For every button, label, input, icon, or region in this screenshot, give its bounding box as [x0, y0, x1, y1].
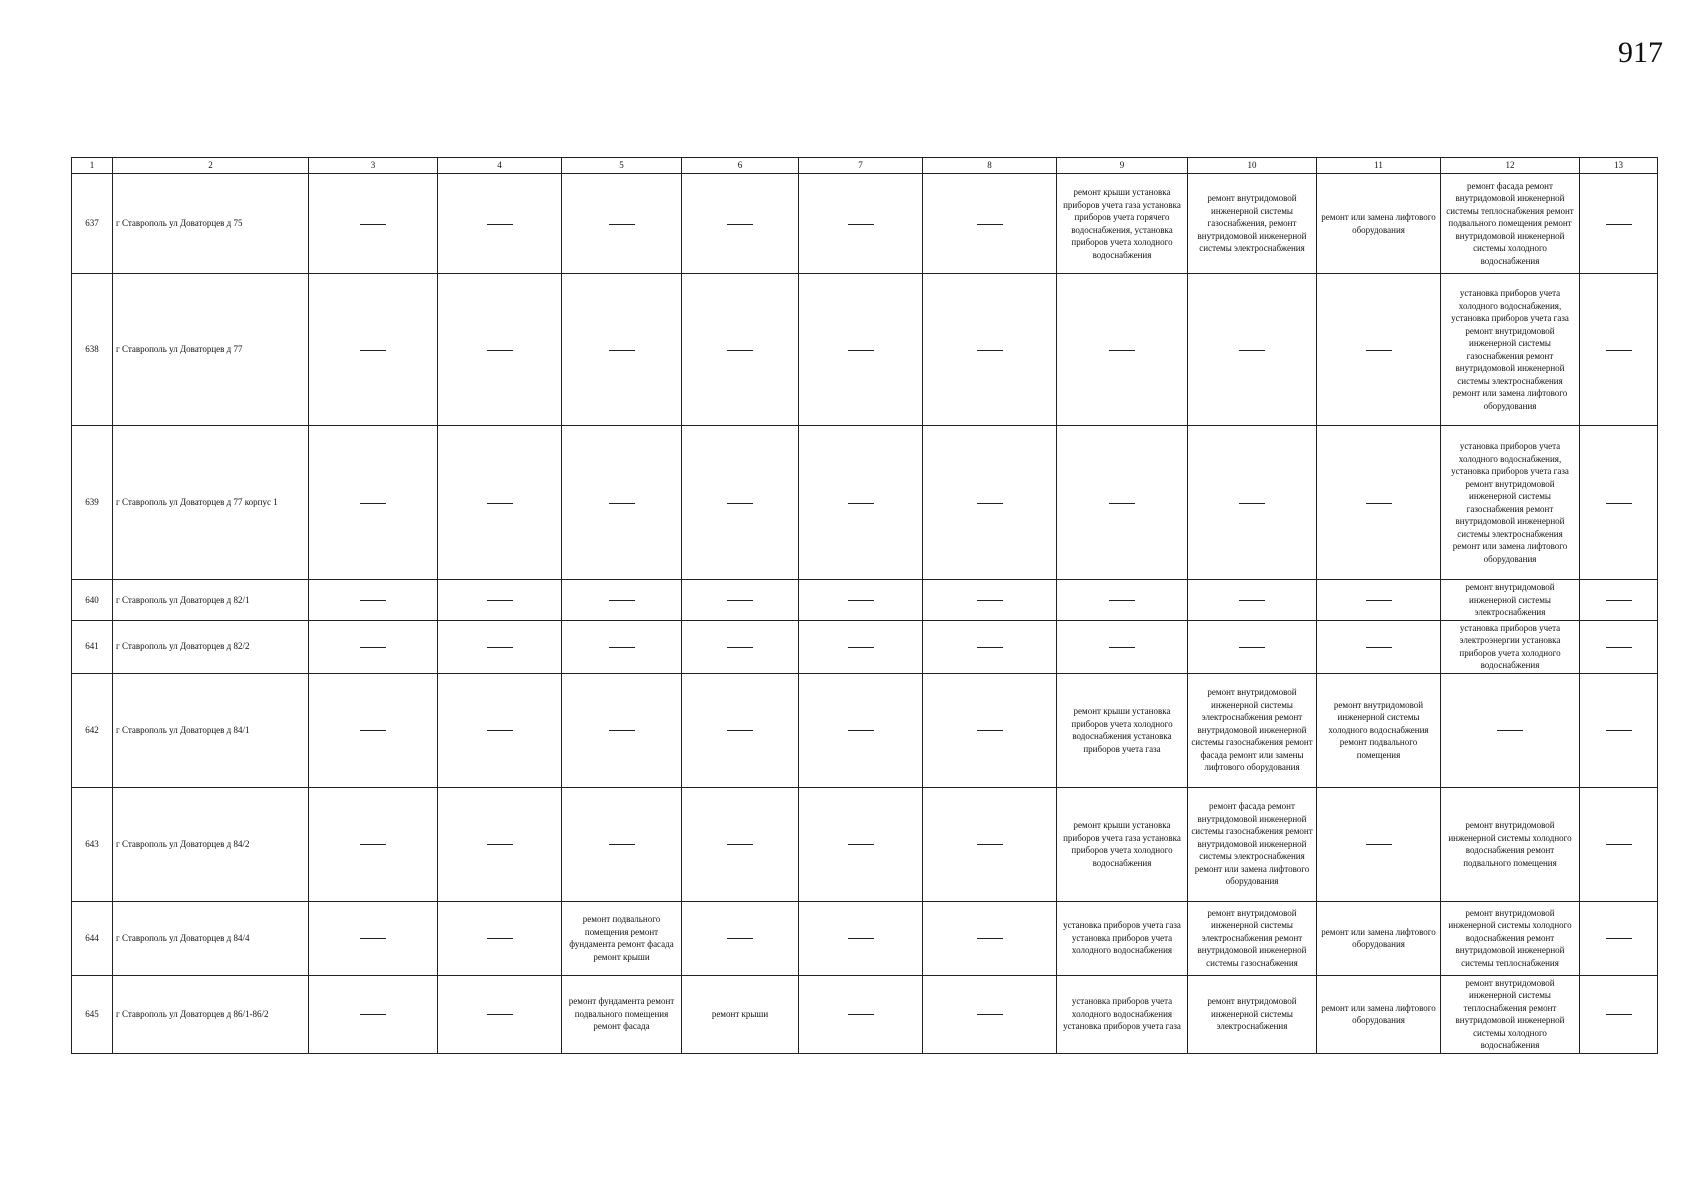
- work-cell: [438, 580, 562, 621]
- dash-mark: [609, 503, 635, 504]
- dash-mark: [977, 1014, 1003, 1015]
- column-number: 3: [309, 158, 438, 174]
- dash-mark: [1239, 350, 1265, 351]
- work-cell: установка приборов учета холодного водоснабжения, установка приборов учета газа ремонт внутридомовой инженерной системы газоснабжения ремонт внутридомовой инженерной системы электроснабжения ремонт или замена лифтового оборудования: [1441, 274, 1580, 426]
- row-number: 644: [72, 901, 113, 975]
- work-cell: [923, 975, 1057, 1053]
- work-cell: [438, 620, 562, 673]
- column-number: 1: [72, 158, 113, 174]
- column-number: 9: [1057, 158, 1188, 174]
- work-cell: [682, 901, 799, 975]
- column-number: 2: [113, 158, 309, 174]
- dash-mark: [360, 224, 386, 225]
- work-cell: установка приборов учета холодного водоснабжения, установка приборов учета газа ремонт внутридомовой инженерной системы газоснабжения ремонт внутридомовой инженерной системы электроснабжения ремонт или замена лифтового оборудования: [1441, 426, 1580, 580]
- dash-mark: [727, 350, 753, 351]
- work-cell: [1188, 580, 1317, 621]
- work-cell: ремонт фундамента ремонт подвального помещения ремонт фасада: [562, 975, 682, 1053]
- work-cell: [1317, 426, 1441, 580]
- table-row: [72, 274, 1658, 426]
- dash-mark: [1606, 730, 1632, 731]
- work-cell: ремонт внутридомовой инженерной системы электроснабжения: [1188, 975, 1317, 1053]
- column-number: 13: [1580, 158, 1658, 174]
- dash-mark: [977, 224, 1003, 225]
- page-number: 917: [1618, 36, 1663, 69]
- dash-mark: [360, 730, 386, 731]
- work-cell: [562, 426, 682, 580]
- work-cell: [562, 673, 682, 787]
- work-cell: ремонт внутридомовой инженерной системы холодного водоснабжения ремонт подвального помещения: [1441, 787, 1580, 901]
- dash-mark: [977, 647, 1003, 648]
- work-cell: ремонт или замена лифтового оборудования: [1317, 975, 1441, 1053]
- work-cell: [923, 174, 1057, 274]
- work-cell: ремонт подвального помещения ремонт фундамента ремонт фасада ремонт крыши: [562, 901, 682, 975]
- work-cell: [438, 787, 562, 901]
- dash-mark: [487, 938, 513, 939]
- work-cell: установка приборов учета газа установка приборов учета холодного водоснабжения: [1057, 901, 1188, 975]
- work-cell: [799, 580, 923, 621]
- work-cell: [1057, 620, 1188, 673]
- dash-mark: [487, 1014, 513, 1015]
- work-cell: [309, 901, 438, 975]
- work-cell: [1057, 274, 1188, 426]
- work-cell: [923, 580, 1057, 621]
- work-cell: [1580, 901, 1658, 975]
- dash-mark: [727, 647, 753, 648]
- dash-mark: [977, 730, 1003, 731]
- work-cell: ремонт внутридомовой инженерной системы электроснабжения: [1441, 580, 1580, 621]
- dash-mark: [360, 600, 386, 601]
- dash-mark: [360, 938, 386, 939]
- address-cell: г Ставрополь ул Доваторцев д 84/2: [113, 787, 309, 901]
- work-cell: [1317, 787, 1441, 901]
- work-cell: ремонт внутридомовой инженерной системы холодного водоснабжения ремонт подвального помещения: [1317, 673, 1441, 787]
- dash-mark: [977, 350, 1003, 351]
- work-cell: [799, 620, 923, 673]
- dash-mark: [848, 647, 874, 648]
- table-row: [72, 901, 1658, 975]
- column-number: 4: [438, 158, 562, 174]
- row-number: 645: [72, 975, 113, 1053]
- dash-mark: [1239, 503, 1265, 504]
- column-number: 5: [562, 158, 682, 174]
- work-cell: [309, 580, 438, 621]
- dash-mark: [977, 600, 1003, 601]
- dash-mark: [727, 224, 753, 225]
- column-number: 6: [682, 158, 799, 174]
- work-cell: [1188, 620, 1317, 673]
- dash-mark: [977, 503, 1003, 504]
- work-cell: [682, 787, 799, 901]
- work-cell: [682, 620, 799, 673]
- work-cell: ремонт внутридомовой инженерной системы холодного водоснабжения ремонт внутридомовой инженерной системы теплоснабжения: [1441, 901, 1580, 975]
- dash-mark: [609, 647, 635, 648]
- work-cell: [1580, 580, 1658, 621]
- work-cell: [1580, 787, 1658, 901]
- work-cell: [923, 901, 1057, 975]
- work-cell: [438, 174, 562, 274]
- header-row: [72, 158, 1658, 174]
- dash-mark: [977, 844, 1003, 845]
- work-cell: установка приборов учета холодного водоснабжения установка приборов учета газа: [1057, 975, 1188, 1053]
- row-number: 640: [72, 580, 113, 621]
- dash-mark: [360, 503, 386, 504]
- work-cell: [438, 426, 562, 580]
- table-row: [72, 426, 1658, 580]
- work-cell: [1317, 580, 1441, 621]
- work-cell: ремонт крыши установка приборов учета газа установка приборов учета горячего водоснабжения, установка приборов учета холодного водоснабжения: [1057, 174, 1188, 274]
- dash-mark: [360, 350, 386, 351]
- work-cell: [438, 274, 562, 426]
- work-cell: [682, 580, 799, 621]
- address-cell: г Ставрополь ул Доваторцев д 84/1: [113, 673, 309, 787]
- dash-mark: [1366, 844, 1392, 845]
- dash-mark: [487, 730, 513, 731]
- dash-mark: [1109, 350, 1135, 351]
- work-cell: [309, 787, 438, 901]
- work-cell: [562, 174, 682, 274]
- work-cell: [1580, 426, 1658, 580]
- work-cell: [309, 975, 438, 1053]
- address-cell: г Ставрополь ул Доваторцев д 84/4: [113, 901, 309, 975]
- work-cell: [799, 426, 923, 580]
- work-cell: [1057, 426, 1188, 580]
- work-cell: [1057, 580, 1188, 621]
- work-cell: [923, 620, 1057, 673]
- work-cell: [309, 426, 438, 580]
- address-cell: г Ставрополь ул Доваторцев д 77: [113, 274, 309, 426]
- dash-mark: [487, 350, 513, 351]
- row-number: 639: [72, 426, 113, 580]
- dash-mark: [1109, 503, 1135, 504]
- work-cell: [799, 174, 923, 274]
- dash-mark: [1239, 647, 1265, 648]
- work-cell: ремонт крыши: [682, 975, 799, 1053]
- address-cell: г Ставрополь ул Доваторцев д 86/1-86/2: [113, 975, 309, 1053]
- row-number: 638: [72, 274, 113, 426]
- work-cell: ремонт или замена лифтового оборудования: [1317, 174, 1441, 274]
- table-row: [72, 580, 1658, 621]
- work-cell: [438, 901, 562, 975]
- work-cell: [1441, 673, 1580, 787]
- work-cell: [562, 274, 682, 426]
- address-cell: г Ставрополь ул Доваторцев д 82/2: [113, 620, 309, 673]
- dash-mark: [727, 730, 753, 731]
- work-cell: ремонт крыши установка приборов учета холодного водоснабжения установка приборов учета газа: [1057, 673, 1188, 787]
- work-cell: [1580, 620, 1658, 673]
- address-cell: г Ставрополь ул Доваторцев д 82/1: [113, 580, 309, 621]
- column-number: 8: [923, 158, 1057, 174]
- work-cell: [309, 274, 438, 426]
- address-cell: г Ставрополь ул Доваторцев д 77 корпус 1: [113, 426, 309, 580]
- table-row: [72, 174, 1658, 274]
- work-cell: [1580, 274, 1658, 426]
- work-cell: [799, 274, 923, 426]
- dash-mark: [848, 224, 874, 225]
- work-cell: [923, 426, 1057, 580]
- work-cell: [682, 426, 799, 580]
- dash-mark: [360, 844, 386, 845]
- work-cell: [923, 787, 1057, 901]
- dash-mark: [609, 350, 635, 351]
- dash-mark: [1366, 503, 1392, 504]
- work-cell: [682, 274, 799, 426]
- dash-mark: [848, 600, 874, 601]
- work-cell: [1188, 274, 1317, 426]
- dash-mark: [1366, 647, 1392, 648]
- dash-mark: [1366, 350, 1392, 351]
- work-cell: [309, 673, 438, 787]
- dash-mark: [1606, 350, 1632, 351]
- dash-mark: [1606, 224, 1632, 225]
- work-cell: [562, 787, 682, 901]
- work-cell: [923, 274, 1057, 426]
- dash-mark: [727, 844, 753, 845]
- table-row: [72, 673, 1658, 787]
- row-number: 637: [72, 174, 113, 274]
- work-cell: [438, 673, 562, 787]
- dash-mark: [1606, 938, 1632, 939]
- dash-mark: [848, 1014, 874, 1015]
- dash-mark: [727, 938, 753, 939]
- row-number: 642: [72, 673, 113, 787]
- column-number: 7: [799, 158, 923, 174]
- dash-mark: [1497, 730, 1523, 731]
- dash-mark: [609, 224, 635, 225]
- column-number: 11: [1317, 158, 1441, 174]
- dash-mark: [360, 1014, 386, 1015]
- dash-mark: [848, 350, 874, 351]
- dash-mark: [848, 730, 874, 731]
- dash-mark: [727, 503, 753, 504]
- work-cell: ремонт внутридомовой инженерной системы электроснабжения ремонт внутридомовой инженерной системы газоснабжения: [1188, 901, 1317, 975]
- row-number: 641: [72, 620, 113, 673]
- column-number: 10: [1188, 158, 1317, 174]
- address-cell: г Ставрополь ул Доваторцев д 75: [113, 174, 309, 274]
- work-cell: [682, 174, 799, 274]
- work-cell: [799, 975, 923, 1053]
- work-cell: [1580, 673, 1658, 787]
- work-cell: [1317, 274, 1441, 426]
- table-row: [72, 620, 1658, 673]
- dash-mark: [487, 844, 513, 845]
- dash-mark: [1109, 647, 1135, 648]
- work-cell: [1580, 975, 1658, 1053]
- work-cell: [1317, 620, 1441, 673]
- dash-mark: [487, 503, 513, 504]
- dash-mark: [609, 600, 635, 601]
- dash-mark: [487, 647, 513, 648]
- dash-mark: [1366, 600, 1392, 601]
- repair-schedule-table: [71, 157, 1658, 1054]
- work-cell: установка приборов учета электроэнергии установка приборов учета холодного водоснабжения: [1441, 620, 1580, 673]
- work-cell: ремонт внутридомовой инженерной системы газоснабжения, ремонт внутридомовой инженерной системы электроснабжения: [1188, 174, 1317, 274]
- work-cell: [799, 901, 923, 975]
- dash-mark: [977, 938, 1003, 939]
- work-cell: [799, 673, 923, 787]
- dash-mark: [848, 844, 874, 845]
- row-number: 643: [72, 787, 113, 901]
- dash-mark: [609, 730, 635, 731]
- table-row: [72, 787, 1658, 901]
- dash-mark: [848, 938, 874, 939]
- dash-mark: [1606, 600, 1632, 601]
- work-cell: [923, 673, 1057, 787]
- work-cell: ремонт внутридомовой инженерной системы электроснабжения ремонт внутридомовой инженерной системы газоснабжения ремонт фасада ремонт или замены лифтового оборудования: [1188, 673, 1317, 787]
- work-cell: [799, 787, 923, 901]
- dash-mark: [360, 647, 386, 648]
- dash-mark: [1239, 600, 1265, 601]
- dash-mark: [487, 600, 513, 601]
- dash-mark: [609, 844, 635, 845]
- dash-mark: [1606, 844, 1632, 845]
- work-cell: ремонт внутридомовой инженерной системы теплоснабжения ремонт внутридомовой инженерной системы холодного водоснабжения: [1441, 975, 1580, 1053]
- column-number: 12: [1441, 158, 1580, 174]
- dash-mark: [1606, 503, 1632, 504]
- work-cell: ремонт фасада ремонт внутридомовой инженерной системы теплоснабжения ремонт подвального помещения ремонт внутридомовой инженерной системы холодного водоснабжения: [1441, 174, 1580, 274]
- work-cell: [682, 673, 799, 787]
- work-cell: ремонт фасада ремонт внутридомовой инженерной системы газоснабжения ремонт внутридомовой инженерной системы электроснабжения ремонт или замена лифтового оборудования: [1188, 787, 1317, 901]
- dash-mark: [727, 600, 753, 601]
- work-cell: [562, 580, 682, 621]
- work-cell: [438, 975, 562, 1053]
- work-cell: ремонт крыши установка приборов учета газа установка приборов учета холодного водоснабжения: [1057, 787, 1188, 901]
- work-cell: [309, 620, 438, 673]
- work-cell: [309, 174, 438, 274]
- dash-mark: [487, 224, 513, 225]
- dash-mark: [1606, 1014, 1632, 1015]
- dash-mark: [848, 503, 874, 504]
- dash-mark: [1606, 647, 1632, 648]
- table-row: [72, 975, 1658, 1053]
- dash-mark: [1109, 600, 1135, 601]
- work-cell: [562, 620, 682, 673]
- work-cell: [1580, 174, 1658, 274]
- work-cell: ремонт или замена лифтового оборудования: [1317, 901, 1441, 975]
- work-cell: [1188, 426, 1317, 580]
